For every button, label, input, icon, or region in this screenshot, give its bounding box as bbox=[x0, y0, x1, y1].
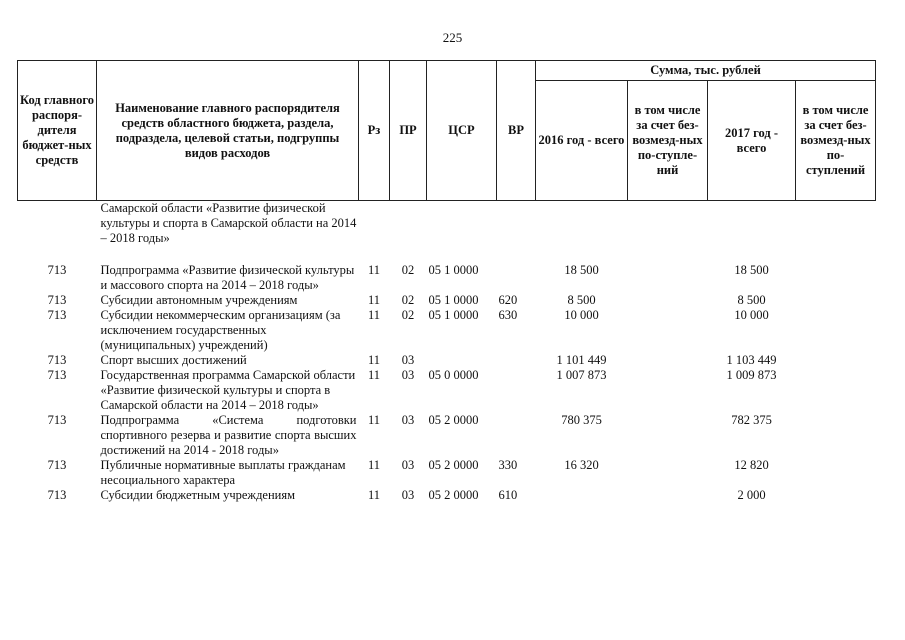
cell-pr: 02 bbox=[401, 307, 415, 322]
cell-y2017-free bbox=[796, 263, 876, 293]
page-number: 225 bbox=[442, 30, 463, 45]
header-2017-free: в том числе за счет без-возмезд-ных по-ступлений bbox=[796, 81, 876, 201]
cell-pr: 03 bbox=[401, 487, 415, 502]
cell-name: Подпрограмма «Система подготовки спортивного резерва и развитие спорта высших достижений на 2014 - 2018 годы» bbox=[100, 412, 357, 457]
cell-y2016-free bbox=[628, 488, 708, 503]
cell-code: 713 bbox=[47, 367, 67, 382]
cell-rz bbox=[359, 201, 390, 263]
cell-y2017-free bbox=[796, 488, 876, 503]
header-name: Наименование главного распорядителя средств областного бюджета, раздела, подраздела, целевой статьи, подгруппы видов расходов bbox=[97, 61, 359, 201]
cell-rz: 11 bbox=[367, 262, 381, 277]
cell-csr: 05 0 0000 bbox=[428, 367, 479, 382]
header-csr: ЦСР bbox=[427, 61, 497, 201]
cell-y2016: 780 375 bbox=[561, 412, 602, 427]
table-row bbox=[18, 488, 876, 503]
table-row bbox=[18, 353, 876, 368]
cell-pr: 03 bbox=[401, 457, 415, 472]
header-pr: ПР bbox=[390, 61, 427, 201]
cell-y2017-free bbox=[796, 368, 876, 413]
cell-pr: 03 bbox=[401, 412, 415, 427]
table-row bbox=[18, 293, 876, 308]
cell-y2017: 1 009 873 bbox=[726, 367, 777, 382]
cell-code: 713 bbox=[47, 352, 67, 367]
cell-y2017: 8 500 bbox=[737, 292, 766, 307]
cell-vr: 620 bbox=[498, 292, 518, 307]
table-row bbox=[18, 201, 876, 263]
header-2016-free: в том числе за счет без-возмезд-ных по-ступле-ний bbox=[628, 81, 708, 201]
cell-code bbox=[18, 201, 97, 263]
table-row bbox=[18, 368, 876, 413]
cell-name: Субсидии автономным учреждениям bbox=[100, 292, 298, 307]
cell-y2016-free bbox=[628, 293, 708, 308]
cell-csr: 05 2 0000 bbox=[428, 457, 479, 472]
cell-pr: 02 bbox=[401, 262, 415, 277]
cell-vr bbox=[497, 413, 536, 458]
table-body bbox=[18, 201, 876, 503]
cell-y2016-free bbox=[628, 308, 708, 353]
cell-csr bbox=[427, 353, 497, 368]
cell-y2016-free bbox=[628, 353, 708, 368]
cell-y2016: 18 500 bbox=[564, 262, 599, 277]
cell-rz: 11 bbox=[367, 487, 381, 502]
table-row bbox=[18, 308, 876, 353]
budget-table bbox=[17, 60, 876, 503]
cell-csr: 05 2 0000 bbox=[428, 412, 479, 427]
cell-y2017-free bbox=[796, 293, 876, 308]
cell-rz: 11 bbox=[367, 457, 381, 472]
cell-y2016-free bbox=[628, 413, 708, 458]
cell-name: Субсидии некоммерческим организациям (за исключением государственных (муниципальных) учреждений) bbox=[100, 307, 341, 352]
cell-pr: 03 bbox=[401, 352, 415, 367]
cell-vr bbox=[497, 263, 536, 293]
cell-vr bbox=[497, 353, 536, 368]
cell-y2016 bbox=[536, 201, 628, 263]
cell-name: Подпрограмма «Развитие физической культуры и массового спорта на 2014 – 2018 годы» bbox=[100, 262, 355, 292]
cell-rz: 11 bbox=[367, 292, 381, 307]
cell-csr bbox=[427, 201, 497, 263]
cell-vr: 330 bbox=[498, 457, 518, 472]
cell-vr: 630 bbox=[498, 307, 518, 322]
cell-y2016 bbox=[536, 488, 628, 503]
cell-y2016: 1 007 873 bbox=[556, 367, 607, 382]
cell-pr: 02 bbox=[401, 292, 415, 307]
cell-y2016: 1 101 449 bbox=[556, 352, 607, 367]
header-rz: Рз bbox=[359, 61, 390, 201]
cell-code: 713 bbox=[47, 412, 67, 427]
cell-y2016-free bbox=[628, 201, 708, 263]
cell-csr: 05 1 0000 bbox=[428, 262, 479, 277]
cell-y2016-free bbox=[628, 263, 708, 293]
cell-vr bbox=[497, 368, 536, 413]
cell-y2016: 16 320 bbox=[564, 457, 599, 472]
cell-y2017 bbox=[708, 201, 796, 263]
cell-y2017: 10 000 bbox=[734, 307, 769, 322]
table-row bbox=[18, 263, 876, 293]
cell-rz: 11 bbox=[367, 352, 381, 367]
cell-y2017: 2 000 bbox=[737, 487, 766, 502]
cell-y2016-free bbox=[628, 368, 708, 413]
cell-y2017-free bbox=[796, 308, 876, 353]
cell-y2017: 12 820 bbox=[734, 457, 769, 472]
header-2016-total: 2016 год - всего bbox=[536, 81, 628, 201]
cell-code: 713 bbox=[47, 292, 67, 307]
cell-code: 713 bbox=[47, 262, 67, 277]
cell-rz: 11 bbox=[367, 412, 381, 427]
cell-y2017: 782 375 bbox=[731, 412, 772, 427]
cell-y2017-free bbox=[796, 201, 876, 263]
cell-y2017-free bbox=[796, 458, 876, 488]
cell-y2016: 10 000 bbox=[564, 307, 599, 322]
table-row bbox=[18, 458, 876, 488]
cell-name: Государственная программа Самарской области «Развитие физической культуры и спорта в Самарской области на 2014 – 2018 годы» bbox=[100, 367, 356, 412]
table-header bbox=[18, 61, 876, 201]
cell-csr: 05 1 0000 bbox=[428, 307, 479, 322]
cell-name: Публичные нормативные выплаты гражданам несоциального характера bbox=[100, 457, 346, 487]
table-row bbox=[18, 413, 876, 458]
cell-y2017: 18 500 bbox=[734, 262, 769, 277]
cell-rz: 11 bbox=[367, 367, 381, 382]
header-2017-total: 2017 год - всего bbox=[708, 81, 796, 201]
cell-vr bbox=[497, 201, 536, 263]
cell-y2016-free bbox=[628, 458, 708, 488]
header-code: Код главного распоря-дителя бюджет-ных средств bbox=[18, 61, 97, 201]
cell-y2016: 8 500 bbox=[567, 292, 596, 307]
cell-name: Субсидии бюджетным учреждениям bbox=[100, 487, 296, 502]
cell-code: 713 bbox=[47, 307, 67, 322]
cell-pr bbox=[390, 201, 427, 263]
cell-y2017: 1 103 449 bbox=[726, 352, 777, 367]
header-sum-group: Сумма, тыс. рублей bbox=[536, 61, 876, 81]
cell-y2017-free bbox=[796, 353, 876, 368]
header-vr: ВР bbox=[497, 61, 536, 201]
cell-pr: 03 bbox=[401, 367, 415, 382]
cell-rz: 11 bbox=[367, 307, 381, 322]
cell-code: 713 bbox=[47, 457, 67, 472]
cell-name: Спорт высших достижений bbox=[100, 352, 247, 367]
cell-code: 713 bbox=[47, 487, 67, 502]
cell-csr: 05 1 0000 bbox=[428, 292, 479, 307]
cell-name: Самарской области «Развитие физической культуры и спорта в Самарской области на 2014 – 2018 годы» bbox=[100, 201, 357, 245]
cell-y2017-free bbox=[796, 413, 876, 458]
cell-csr: 05 2 0000 bbox=[428, 487, 479, 502]
cell-vr: 610 bbox=[498, 487, 518, 502]
